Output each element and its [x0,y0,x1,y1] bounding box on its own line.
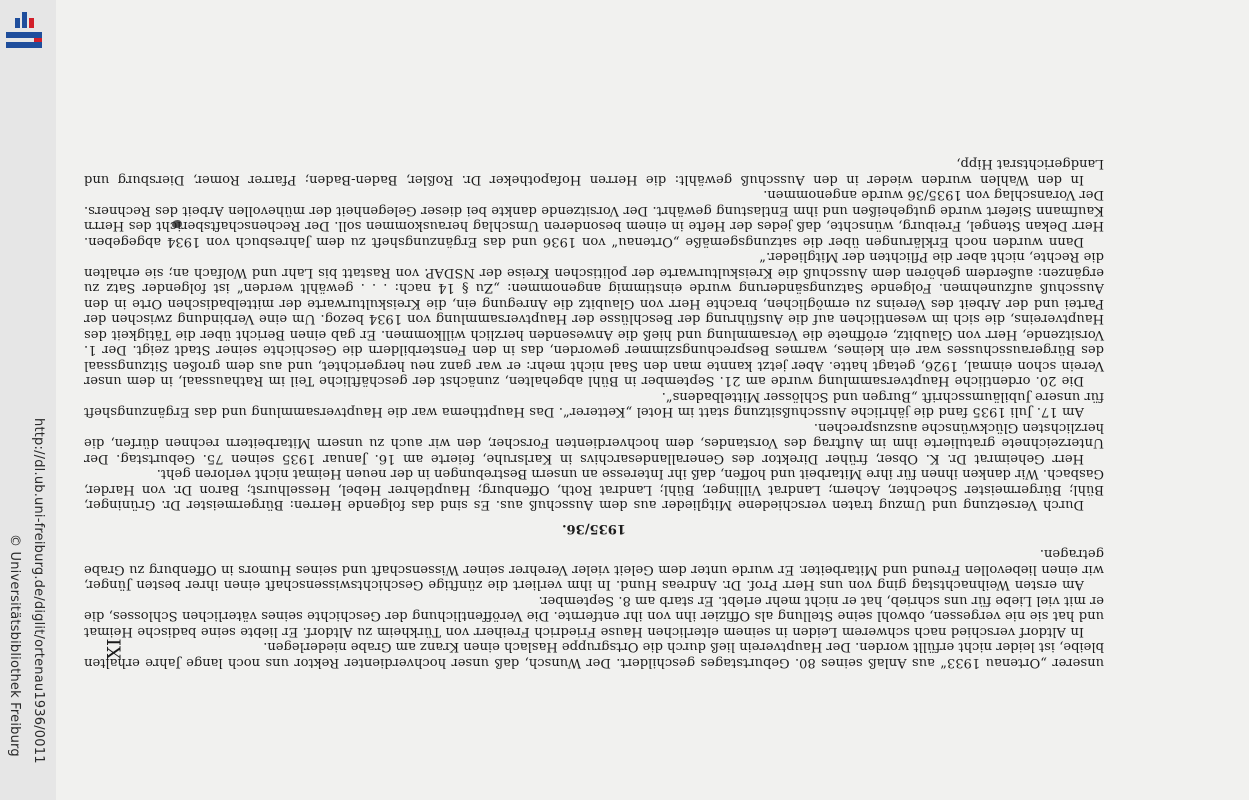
paragraph-8: Dann wurden noch Erklärungen über die satzungsgemäße „Ortenau“ von 1936 und das Ergänzungsheft zu dem Jahresbuch von 1934 abgegeben. Herr Dekan Stengel, Freiburg, wünschte, daß jedes der Hefte in einem besonderen Umschlag herauskommen soll. Der Rechenschaftsbericht des Herrn Kaufmann Siefert wurde gutgeheißen und ihm Entlastung gewährt. Der Vorsitzende dankte bei dieser Gelegenheit der mühevollen Arbeit des Rechners. Der Voranschlag von 1935/36 wurde angenommen. [84,187,1104,249]
section-heading: 1935/36. [562,521,627,536]
paragraph-7: Die 20. ordentliche Hauptversammlung wurde am 21. September in Bühl abgehalten, zunächst der geschäftliche Teil im Rathaussaal, in dem unser Verein schon einmal, 1926, getagt hatte. Aber jetzt kannte man den Saal nicht mehr: er war ganz neu hergerichtet, und aus dem großen Sitzungssaal des Bürgerausschusses war ein kleines, warmes Besprechungszimmer geworden, das in den Fensterbildern die Geschichte seiner Stadt zeigt. Der 1. Vorsitzende, Herr von Glaubitz, eröffnete die Versammlung und hieß die Anwesenden herzlich willkommen. Er gab einen Bericht über die Tätigkeit des Hauptvereins, die sich im wesentlichen auf die Ausführung der Beschlüsse der Hauptversammlung von 1934 bezog. Um eine Verbindung zwischen der Partei und der Arbeit des Vereins zu ermöglichen, brachte Herr von Glaubitz die Anregung ein, die Kreiskulturwarte der mittelbadischen Orte in den Ausschuß aufzunehmen. Folgende Satzungsänderung wurde einstimmig angenommen: „Zu § 14 nach: . . . gewählt werden“ ist folgender Satz zu ergänzen: außerdem gehören dem Ausschuß die Kreiskulturwarte der politischen Kreise der NSDAP. von Rastatt bis Lahr und Wolfach an; sie erhalten die Rechte, nicht aber die Pflichten der Mitglieder.“ [84,249,1104,389]
copyright-notice: © Universitätsbibliothek Freiburg [7,534,22,757]
paragraph-1: unserer „Ortenau 1933“ aus Anlaß seines 80. Geburtstages geschildert. Der Wunsch, daß unser hochverdienter Rektor uns noch lange Jahre erhalten bleibe, ist leider nicht erfüllt worden. Der Hauptverein ließ durch die Ortsgruppe Haslach einen Kranz am Grabe niederlegen. [84,639,1104,670]
ub-freiburg-logo-icon [4,8,48,52]
scanned-page [56,0,1249,800]
library-logo[interactable] [4,8,48,52]
paragraph-6: Am 17. Juli 1935 fand die jährliche Ausschußsitzung statt im Hotel „Ketterer“. Das Hauptthema war die Hauptversammlung und das Ergänzungsheft für unsere Jubiläumsschrift „Burgen und Schlösser Mittelbadens“. [84,389,1104,420]
text-column [84,156,1104,670]
permalink-url[interactable]: http://dl.ub.uni-freiburg.de/diglit/ortenau1936/0011 [31,418,46,764]
rotated-page-content [56,0,1249,800]
page-text-body [84,40,1104,670]
paragraph-4: Durch Versetzung und Umzug traten verschiedene Mitglieder aus dem Ausschuß aus. Es sind das folgende Herren: Bürgermeister Dr. Grüninger, Bühl; Bürgermeister Schechter, Achern; Landrat Villinger, Bühl; Landrat Roth, Offenburg; Hauptlehrer Hebel, Hesselhurst; Baron Dr. von Harder, Gasbach. Wir danken ihnen für ihre Mitarbeit und hoffen, daß ihr Interesse an unsern Bestrebungen in der neuen Heimat nicht verloren geht. [84,466,1104,513]
paragraph-9: In den Wahlen wurden wieder in den Ausschuß gewählt: die Herren Hofapotheker Dr. Roßler, Baden-Baden; Pfarrer Romer, Diersburg und Landgerichtsrat Hipp, [84,156,1104,187]
paragraph-5: Herr Geheimrat Dr. K. Obser, früher Direktor des Generallandesarchivs in Karlsruhe, feierte am 16. Januar 1935 seinen 75. Geburtstag. Der Unterzeichnete gratulierte ihm im Auftrag des Vorstandes, dem hochverdienten Forscher, den wir auch zu unsern Mitarbeitern rechnen dürfen, die herzlichsten Glückwünsche auszusprechen. [84,420,1104,466]
page-number: XI [103,638,126,660]
viewer-sidebar [0,0,56,800]
paragraph-3: Am ersten Weihnachtstag ging von uns Herr Prof. Dr. Andreas Hund. In ihm verliert die zünftige Geschichtswissenschaft einen ihrer besten Jünger, wir einen liebevollen Freund und Mitarbeiter. Er wurde unter dem Geleit vieler Verehrer seiner Wissenschaft und seines Humors in Offenburg zu Grabe getragen. [84,546,1104,593]
paragraph-2: In Altdorf verschied nach schwerem Leiden in seinem elterlichen Hause Friedrich Freiherr von Türkheim zu Altdorf. Er liebte seine badische Heimat und hat sie nie vergessen, obwohl seine Stellung als Offizier ihn von ihr entfernte. Die Veröffentlichung der Geschichte seines väterlichen Schlosses, die er mit viel Liebe für uns schrieb, hat er nicht mehr erlebt. Er starb am 8. September. [84,593,1104,639]
